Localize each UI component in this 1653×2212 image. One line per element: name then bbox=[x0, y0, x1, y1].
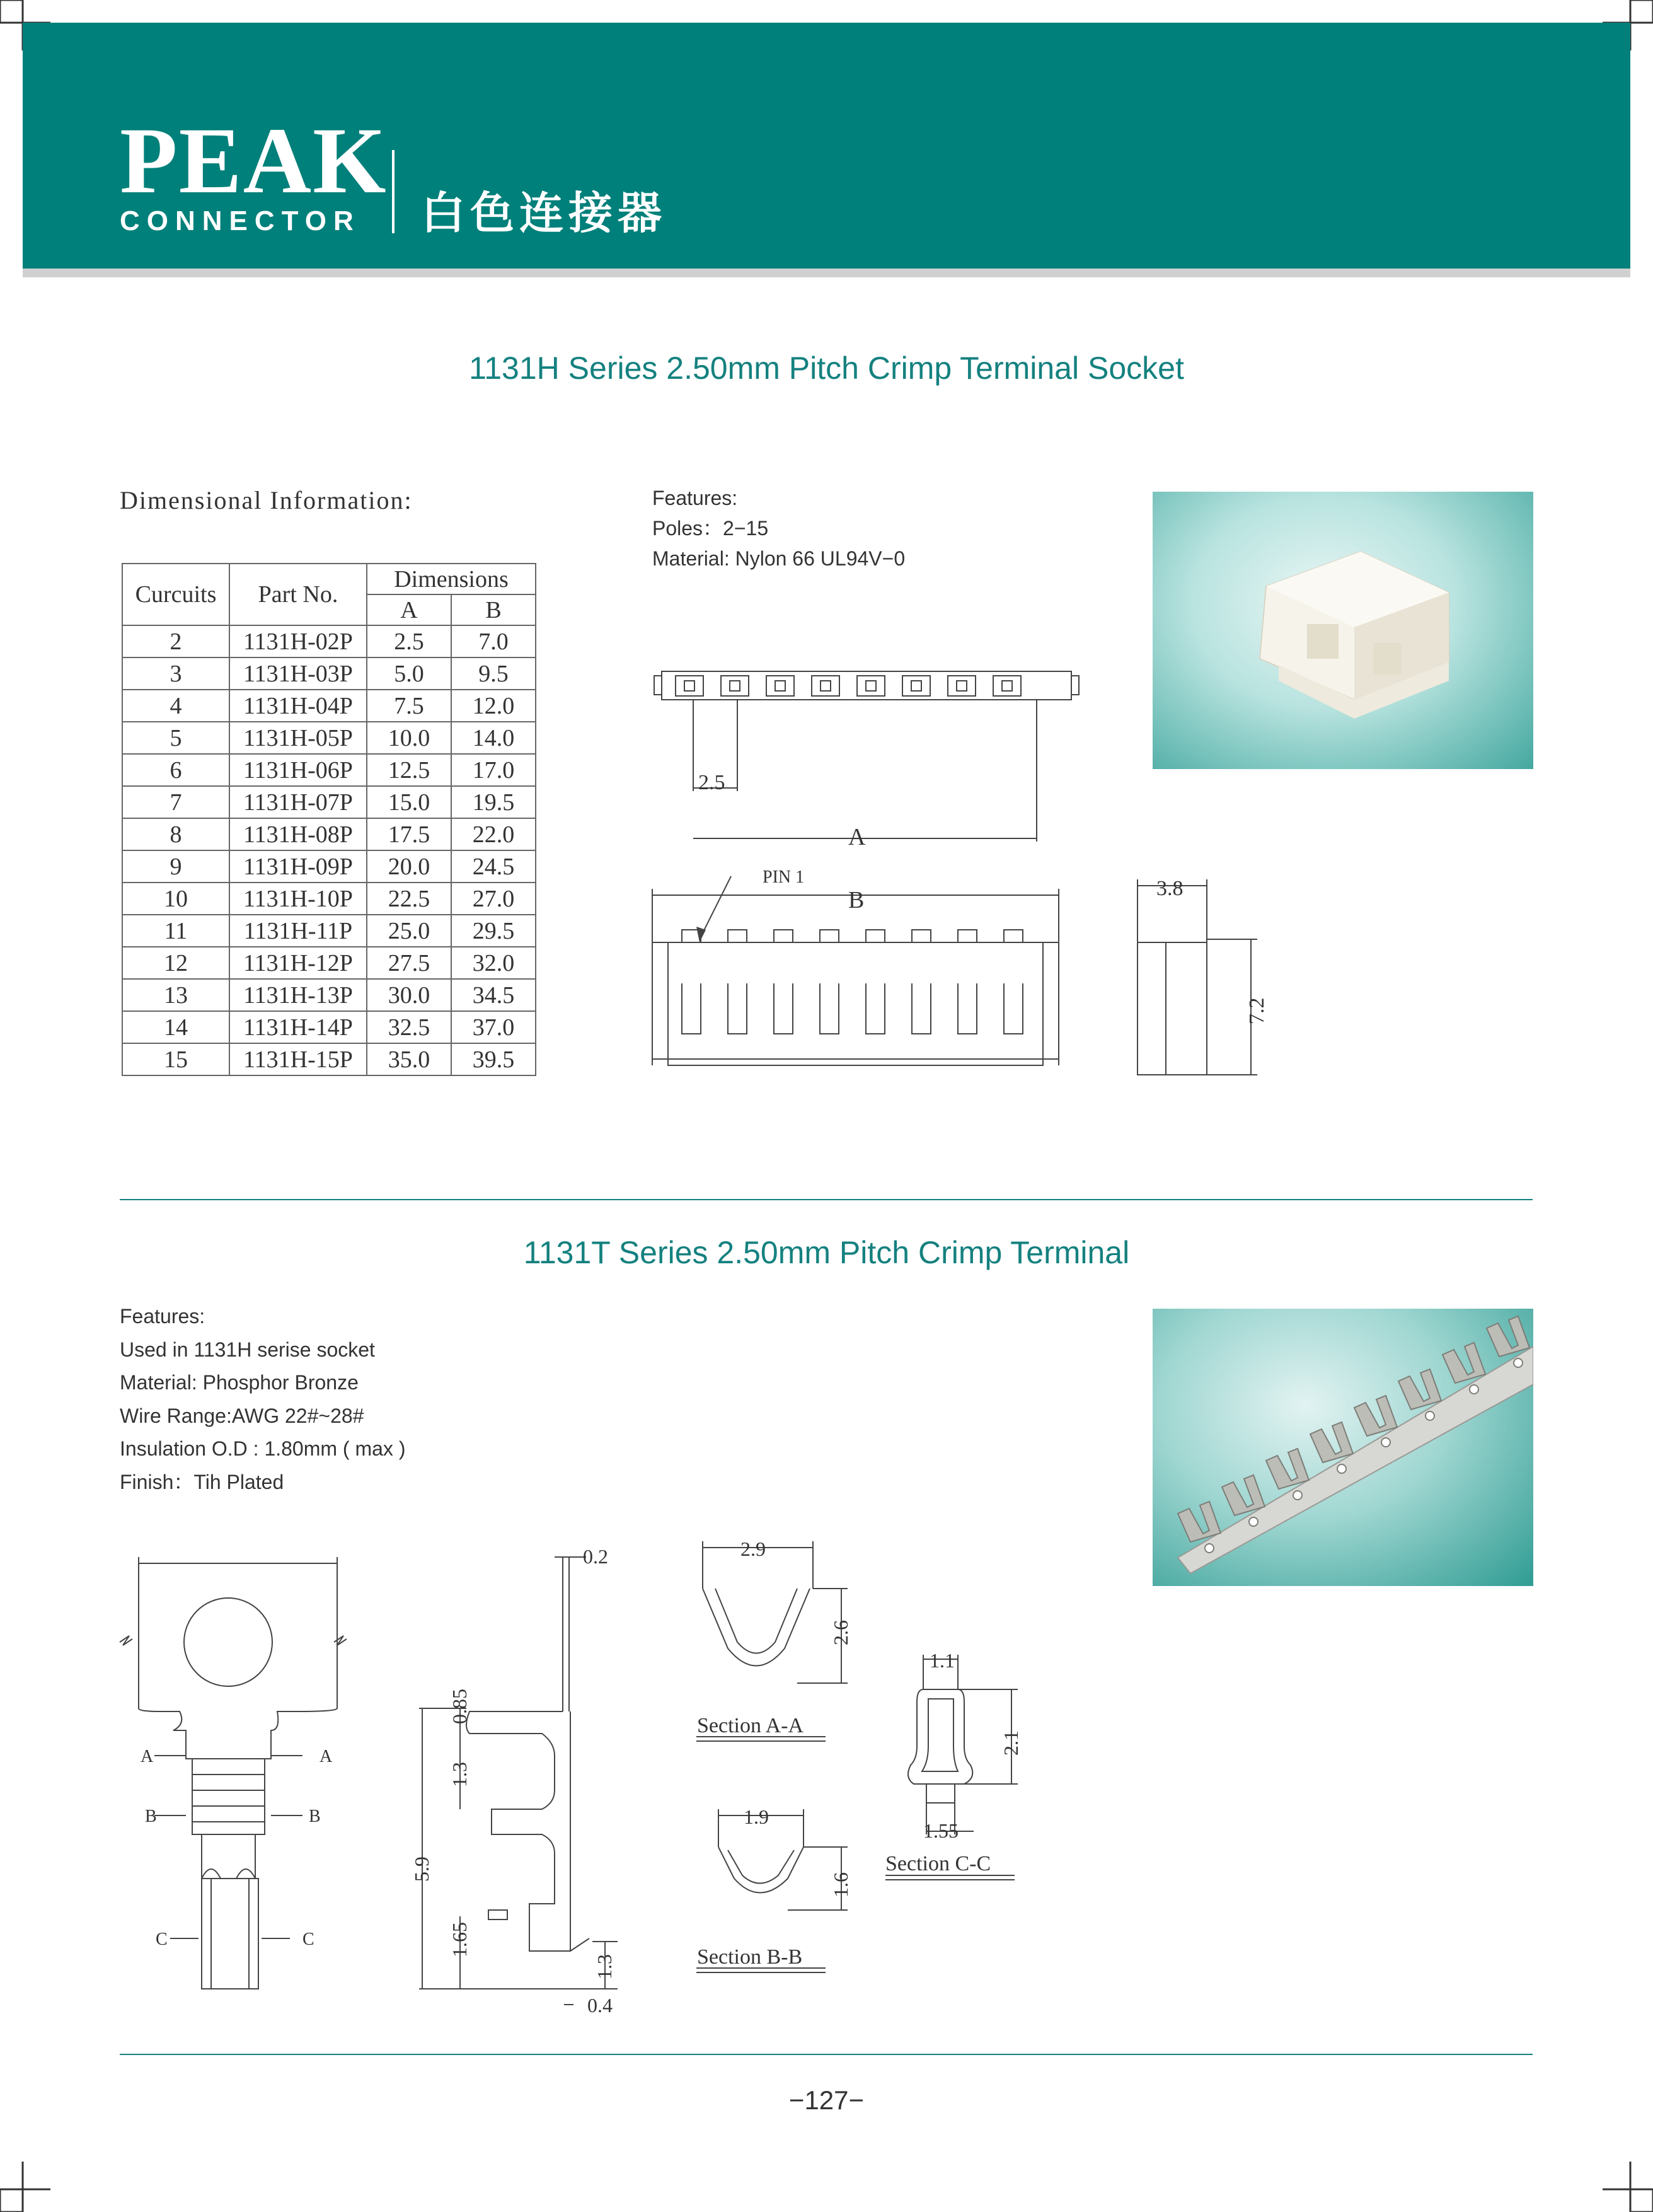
cell-circuits: 7 bbox=[122, 786, 229, 818]
cell-dim-a: 2.5 bbox=[367, 625, 451, 657]
dim-a-label: A bbox=[848, 824, 866, 850]
sec-b-label: Section B-B bbox=[697, 1945, 803, 1969]
sec-b-height: 1.6 bbox=[829, 1872, 852, 1897]
socket-slot-contact bbox=[730, 681, 740, 691]
dim-0-4: 0.4 bbox=[587, 1994, 613, 2017]
socket-section-title: 1131H Series 2.50mm Pitch Crimp Terminal Socket bbox=[469, 350, 1184, 386]
dim-085: 0.85 bbox=[448, 1689, 471, 1724]
brand-logo bbox=[120, 108, 388, 237]
cell-dim-b: 37.0 bbox=[451, 1011, 536, 1043]
sec-c-width: 1.55 bbox=[923, 1819, 959, 1842]
dim-height-label: 7.2 bbox=[1245, 997, 1269, 1024]
cell-dim-a: 7.5 bbox=[367, 690, 451, 722]
table-row bbox=[122, 818, 536, 850]
features-heading: Features: bbox=[120, 1305, 205, 1328]
terminal-pin bbox=[1398, 1369, 1441, 1410]
table-row bbox=[122, 1043, 536, 1075]
socket-tooth bbox=[912, 930, 931, 1034]
cell-dim-b: 19.5 bbox=[451, 786, 536, 818]
brand-name: PEAK bbox=[120, 108, 388, 213]
socket-slot bbox=[857, 676, 885, 696]
sec-b-width: 1.9 bbox=[744, 1805, 769, 1828]
carrier-hole bbox=[1381, 1438, 1390, 1447]
cell-part-no: 1131H-08P bbox=[229, 818, 367, 850]
feature-finish: Finish：Tih Plated bbox=[120, 1470, 284, 1493]
cut-a-right: A bbox=[320, 1747, 333, 1766]
socket-slot-contact bbox=[821, 681, 831, 691]
crop-mark-bottom-left bbox=[0, 2162, 50, 2212]
footer-divider bbox=[120, 2054, 1533, 2055]
cell-part-no: 1131H-05P bbox=[229, 722, 367, 754]
table-row bbox=[122, 947, 536, 979]
cell-dim-a: 10.0 bbox=[367, 722, 451, 754]
cell-circuits: 6 bbox=[122, 754, 229, 786]
terminal-pin bbox=[1354, 1396, 1397, 1436]
sec-c-height: 2.1 bbox=[999, 1730, 1022, 1756]
cell-dim-a: 27.5 bbox=[367, 947, 451, 979]
carrier-hole bbox=[1249, 1517, 1258, 1526]
cell-circuits: 12 bbox=[122, 947, 229, 979]
cell-dim-a: 20.0 bbox=[367, 850, 451, 883]
table-row bbox=[122, 690, 536, 722]
table-row bbox=[122, 657, 536, 690]
cell-part-no: 1131H-09P bbox=[229, 850, 367, 883]
crop-mark-bottom-right bbox=[1603, 2162, 1653, 2212]
cell-dim-b: 39.5 bbox=[451, 1043, 536, 1075]
terminal-pin bbox=[1487, 1316, 1529, 1357]
dim-depth-label: 3.8 bbox=[1156, 877, 1184, 900]
carrier-hole bbox=[1205, 1544, 1214, 1553]
page-number: −127− bbox=[788, 2085, 865, 2115]
table-row bbox=[122, 979, 536, 1011]
table-row bbox=[122, 883, 536, 915]
col-b-header: B bbox=[451, 594, 536, 625]
dim-5-9: 5.9 bbox=[410, 1856, 433, 1882]
socket-slot bbox=[676, 676, 703, 696]
cell-part-no: 1131H-07P bbox=[229, 786, 367, 818]
socket-tooth bbox=[774, 930, 793, 1034]
dim-1-3: 1.3 bbox=[448, 1762, 471, 1787]
cell-dim-b: 34.5 bbox=[451, 979, 536, 1011]
cell-part-no: 1131H-13P bbox=[229, 979, 367, 1011]
cell-dim-b: 29.5 bbox=[451, 915, 536, 947]
cell-part-no: 1131H-14P bbox=[229, 1011, 367, 1043]
table-row bbox=[122, 915, 536, 947]
socket-tooth bbox=[728, 930, 747, 1034]
cell-dim-b: 32.0 bbox=[451, 947, 536, 979]
feature-material: Material: Nylon 66 UL94V−0 bbox=[652, 547, 906, 570]
section-c-drawing bbox=[879, 1652, 1043, 1942]
feature-insulation: Insulation O.D : 1.80mm ( max ) bbox=[120, 1437, 406, 1461]
cell-circuits: 5 bbox=[122, 722, 229, 754]
cell-dim-a: 32.5 bbox=[367, 1011, 451, 1043]
cell-dim-a: 30.0 bbox=[367, 979, 451, 1011]
cell-dim-a: 35.0 bbox=[367, 1043, 451, 1075]
carrier-hole bbox=[1470, 1385, 1478, 1394]
socket-tooth bbox=[958, 930, 977, 1034]
cell-circuits: 9 bbox=[122, 850, 229, 883]
terminal-pin bbox=[1443, 1343, 1485, 1383]
cell-circuits: 14 bbox=[122, 1011, 229, 1043]
cell-dim-a: 22.5 bbox=[367, 883, 451, 915]
cell-circuits: 15 bbox=[122, 1043, 229, 1075]
carrier-hole bbox=[1337, 1464, 1346, 1473]
cell-circuits: 2 bbox=[122, 625, 229, 657]
cut-c-right: C bbox=[302, 1930, 314, 1949]
cell-part-no: 1131H-11P bbox=[229, 915, 367, 947]
socket-slot-contact bbox=[866, 681, 876, 691]
socket-slot bbox=[721, 676, 749, 696]
sec-a-height: 2.6 bbox=[829, 1620, 852, 1645]
cell-dim-a: 15.0 bbox=[367, 786, 451, 818]
terminal-section-title: 1131T Series 2.50mm Pitch Crimp Terminal bbox=[523, 1235, 1130, 1270]
cell-part-no: 1131H-04P bbox=[229, 690, 367, 722]
cut-a-left: A bbox=[141, 1747, 154, 1766]
terminal-features bbox=[120, 1300, 405, 1499]
table-row bbox=[122, 786, 536, 818]
col-circuits-header: Curcuits bbox=[122, 564, 229, 625]
carrier-hole bbox=[1514, 1358, 1523, 1367]
socket-slot-contact bbox=[911, 681, 921, 691]
socket-slot-contact bbox=[775, 681, 785, 691]
feature-poles: Poles：2−15 bbox=[652, 517, 769, 540]
socket-tooth bbox=[1004, 930, 1023, 1034]
cell-dim-b: 27.0 bbox=[451, 883, 536, 915]
cut-b-right: B bbox=[309, 1807, 321, 1826]
socket-tooth bbox=[820, 930, 839, 1034]
table-row bbox=[122, 722, 536, 754]
terminal-pin bbox=[1310, 1422, 1353, 1462]
feature-material: Material: Phosphor Bronze bbox=[120, 1371, 359, 1394]
col-a-header: A bbox=[367, 594, 451, 625]
cell-dim-b: 14.0 bbox=[451, 722, 536, 754]
dim-1-3b: 1.3 bbox=[593, 1954, 616, 1979]
logo-divider bbox=[392, 150, 395, 233]
cell-part-no: 1131H-12P bbox=[229, 947, 367, 979]
feature-usage: Used in 1131H serise socket bbox=[120, 1338, 375, 1361]
cell-part-no: 1131H-15P bbox=[229, 1043, 367, 1075]
brand-sub: CONNECTOR bbox=[120, 206, 360, 236]
socket-slot bbox=[993, 676, 1021, 696]
socket-tooth bbox=[866, 930, 885, 1034]
cell-part-no: 1131H-02P bbox=[229, 625, 367, 657]
socket-slot bbox=[812, 676, 839, 696]
table-row bbox=[122, 754, 536, 786]
cell-part-no: 1131H-10P bbox=[229, 883, 367, 915]
socket-top-view-drawing bbox=[649, 662, 1279, 851]
dim-1-65: 1.65 bbox=[448, 1922, 471, 1957]
cell-circuits: 13 bbox=[122, 979, 229, 1011]
terminal-side-view-drawing bbox=[403, 1538, 643, 2036]
socket-side-view-drawing bbox=[1128, 873, 1273, 1087]
cell-circuits: 11 bbox=[122, 915, 229, 947]
cell-circuits: 10 bbox=[122, 883, 229, 915]
cell-dim-b: 12.0 bbox=[451, 690, 536, 722]
terminal-photo bbox=[1153, 1309, 1533, 1586]
dimension-table bbox=[122, 563, 536, 1076]
dim-pitch-label: 2.5 bbox=[698, 771, 725, 794]
cell-part-no: 1131H-03P bbox=[229, 657, 367, 690]
socket-slot-contact bbox=[957, 681, 967, 691]
sec-a-label: Section A-A bbox=[697, 1714, 804, 1737]
socket-tooth bbox=[682, 930, 701, 1034]
cell-dim-a: 17.5 bbox=[367, 818, 451, 850]
table-row bbox=[122, 625, 536, 657]
carrier-hole bbox=[1425, 1411, 1434, 1420]
cell-circuits: 3 bbox=[122, 657, 229, 690]
cell-dim-a: 5.0 bbox=[367, 657, 451, 690]
sec-c-label: Section C-C bbox=[885, 1852, 991, 1875]
terminal-plan-view-drawing bbox=[117, 1557, 362, 1998]
dim-thickness: 0.2 bbox=[583, 1545, 608, 1568]
cell-circuits: 8 bbox=[122, 818, 229, 850]
socket-slot bbox=[766, 676, 794, 696]
cell-dim-a: 25.0 bbox=[367, 915, 451, 947]
sec-c-top: 1.1 bbox=[930, 1652, 955, 1672]
feature-wire-range: Wire Range:AWG 22#~28# bbox=[120, 1404, 364, 1427]
cut-b-left: B bbox=[145, 1807, 157, 1826]
socket-slot bbox=[902, 676, 930, 696]
socket-slot-contact bbox=[684, 681, 694, 691]
features-heading: Features: bbox=[652, 487, 738, 509]
col-dimensions-header: Dimensions bbox=[367, 564, 536, 594]
pin1-label: PIN 1 bbox=[763, 867, 805, 887]
dimensional-info-label: Dimensional Information: bbox=[120, 486, 413, 514]
cell-dim-b: 9.5 bbox=[451, 657, 536, 690]
table-row bbox=[122, 1011, 536, 1043]
cell-part-no: 1131H-06P bbox=[229, 754, 367, 786]
socket-slot bbox=[948, 676, 976, 696]
dim-b-label: B bbox=[848, 887, 865, 913]
table-row bbox=[122, 850, 536, 883]
section-divider bbox=[120, 1199, 1533, 1200]
cell-circuits: 4 bbox=[122, 690, 229, 722]
section-b-drawing bbox=[693, 1803, 882, 2011]
section-a-drawing bbox=[693, 1538, 882, 1765]
col-part-header: Part No. bbox=[229, 564, 367, 625]
socket-slot-contact bbox=[1002, 681, 1012, 691]
sec-a-width: 2.9 bbox=[740, 1538, 766, 1560]
cell-dim-b: 22.0 bbox=[451, 818, 536, 850]
cut-c-left: C bbox=[156, 1930, 168, 1949]
carrier-hole bbox=[1293, 1491, 1302, 1500]
header-chinese-title: 白色连接器 bbox=[421, 187, 667, 239]
cell-dim-b: 24.5 bbox=[451, 850, 536, 883]
socket-front-view-drawing bbox=[643, 857, 1097, 1084]
cell-dim-a: 12.5 bbox=[367, 754, 451, 786]
cell-dim-b: 17.0 bbox=[451, 754, 536, 786]
socket-features bbox=[652, 483, 905, 574]
cell-dim-b: 7.0 bbox=[451, 625, 536, 657]
